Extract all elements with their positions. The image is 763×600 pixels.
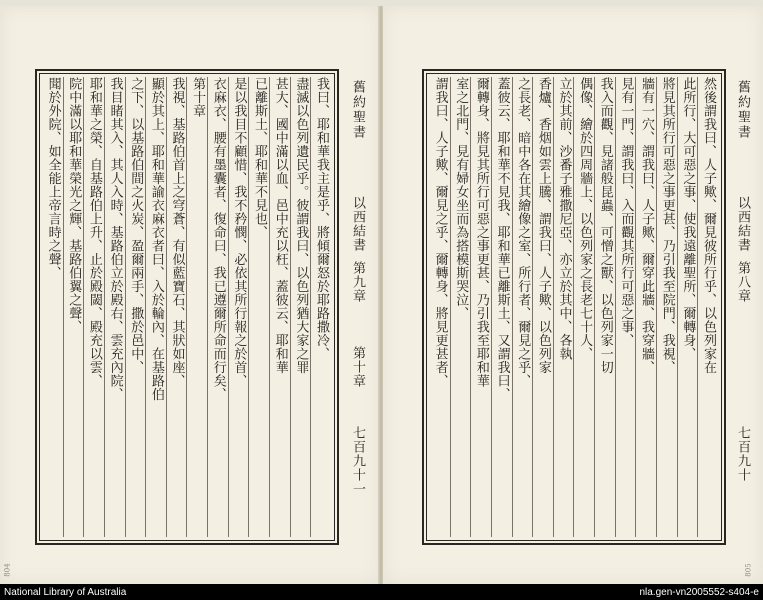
left-margin-title: 舊約聖書 <box>350 80 365 140</box>
left-text-column: 院中滿以耶和華榮光之輝、基路伯翼之聲、 <box>63 77 84 537</box>
right-text-column: 蓋彼云、耶和華不見我、耶和華已離斯土、又謂我曰、 <box>491 77 512 537</box>
right-text-column: 將見其所行可惡之事更甚、乃引我至院門、我視、 <box>656 77 677 537</box>
left-text-column: 聞於外院、如全能上帝言時之聲、 <box>45 77 61 280</box>
right-text-column: 爾轉身、將見其所行可惡之事更甚、乃引我至耶和華 <box>470 77 491 537</box>
left-text-columns <box>43 77 331 537</box>
right-text-frame <box>422 69 726 545</box>
left-margin-series: 以西結書 <box>350 196 365 252</box>
left-margin-chapter-a: 第九章 <box>350 261 365 303</box>
footer-bar <box>0 584 763 600</box>
left-text-column: 已離斯土、耶和華不見也、 <box>248 77 269 537</box>
left-text-column: 盡滅以色列遺民乎。彼謂我曰、以色列猶大家之罪 <box>290 77 311 537</box>
right-text-column: 此所行、大可惡之事、使我遠離聖所、爾轉身、 <box>677 77 698 537</box>
right-text-column: 謂我曰、人子歟、爾見之乎、爾轉身、將見更甚者、 <box>432 77 448 388</box>
right-text-column: 偶像、繪於四周牆上、以色列家之長老七十人、 <box>573 77 594 537</box>
right-margin-page-number: 七百九十 <box>735 426 750 482</box>
right-page-stamp: 805 <box>744 563 753 577</box>
left-text-column: 衣麻衣、腰有墨囊者、復命曰、我已遵爾所命而行矣、 <box>207 77 228 537</box>
right-text-column: 然後謂我曰、人子歟、爾見彼所行乎、以色列家在 <box>697 77 718 537</box>
left-text-frame <box>35 69 339 545</box>
left-text-column: 我曰、耶和華我主是乎、將傾爾怒於耶路撒冷、 <box>310 77 331 537</box>
right-text-column: 牆有一穴、謂我曰、人子歟、爾穿此牆、我穿牆、 <box>635 77 656 537</box>
right-text-column: 室之北門、見有婦女坐而為搭模斯哭泣、 <box>450 77 471 537</box>
footer-identifier: nla.gen-vn2005552-s404-e <box>639 586 759 598</box>
right-text-column: 香爐、香烟如雲上騰、謂我曰、人子歟、以色列家 <box>532 77 553 537</box>
right-margin-series: 以西結書 <box>735 196 750 252</box>
right-text-columns <box>430 77 718 537</box>
left-text-column: 之下、以基路伯間之火炭、盈爾兩手、撒於邑中、 <box>125 77 146 537</box>
left-text-column: 耶和華之榮、自基路伯上升、止於殿閾、殿充以雲、 <box>83 77 104 537</box>
right-text-column: 立於其前、沙番子雅撒尼亞、亦立於其中、各執 <box>553 77 574 537</box>
footer-library-name: National Library of Australia <box>4 586 127 598</box>
left-text-column: 我目睹其入、其人入時、基路伯立於殿右、雲充內院、 <box>104 77 125 537</box>
right-text-column: 見有一門、謂我曰、入而觀其所行可惡之事、 <box>615 77 636 537</box>
right-margin-title: 舊約聖書 <box>735 80 750 140</box>
left-page-stamp: 804 <box>3 563 12 577</box>
left-text-column: 甚大、國中滿以血、邑中充以枉、蓋彼云、耶和華 <box>269 77 290 537</box>
left-text-column: 顯於其上、耶和華諭衣麻衣者曰、入於輪內、在基路伯 <box>145 77 166 537</box>
right-margin-chapter-a: 第八章 <box>735 261 750 303</box>
left-text-column: 我視、基路伯首上之穹蒼、有似藍寶石、其狀如座、 <box>166 77 187 537</box>
right-text-column: 之長老、暗中各在其繪像之室、所行者、爾見之乎、 <box>512 77 533 537</box>
left-margin-chapter-b: 第十章 <box>350 346 365 388</box>
left-margin-page-number: 七百九十一 <box>350 426 365 496</box>
right-text-column: 我入而觀、見諸般昆蟲、可憎之獸、以色列家一切 <box>594 77 615 537</box>
left-text-column: 第十章 <box>186 77 207 537</box>
left-text-column: 是以我目不顧惜、我不矜憫、必依其所行報之於首、 <box>228 77 249 537</box>
